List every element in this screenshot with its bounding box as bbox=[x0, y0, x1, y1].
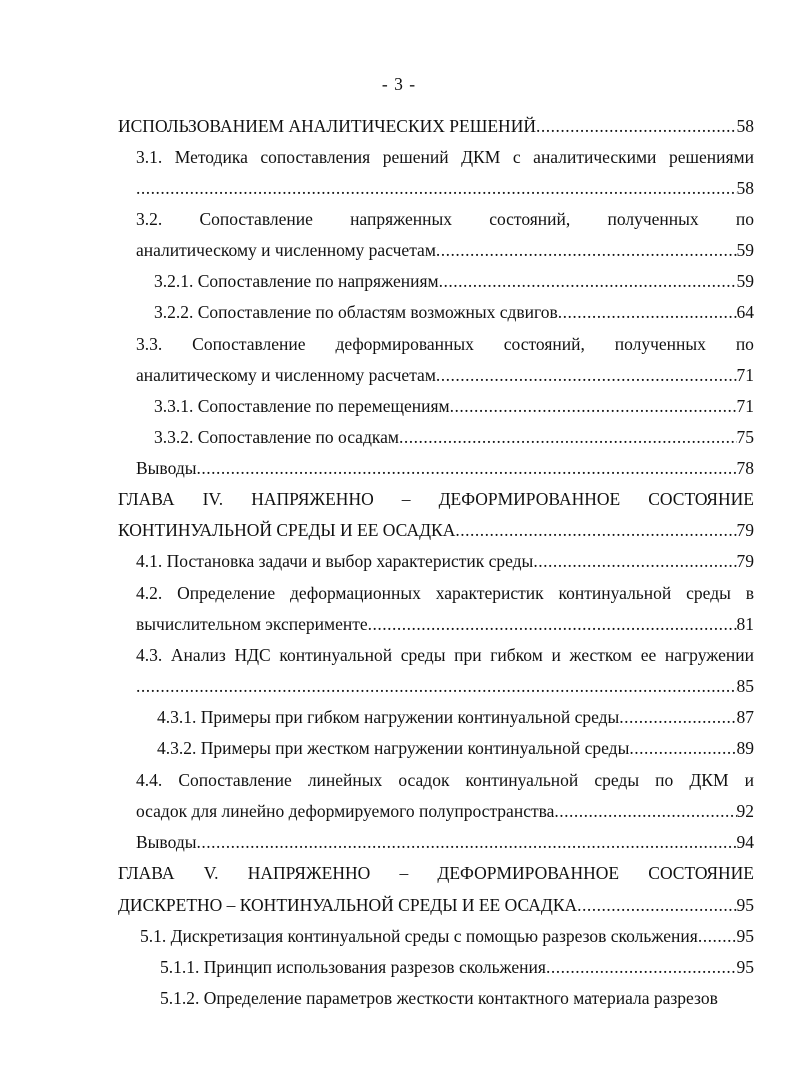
toc-entry-text: 5.1.2. Определение параметров жесткости контактного материала разрезов bbox=[160, 988, 718, 1008]
toc-entry-4-3 bbox=[136, 643, 754, 667]
word: СОСТОЯНИЕ bbox=[648, 489, 754, 509]
word: ГЛАВА bbox=[118, 489, 175, 509]
leader-dots bbox=[577, 893, 736, 917]
leader-dots bbox=[536, 114, 737, 138]
toc-entry-text: КОНТИНУАЛЬНОЙ СРЕДЫ И ЕЕ ОСАДКА bbox=[118, 520, 456, 540]
word: континуальной bbox=[558, 583, 672, 603]
word: IV. bbox=[202, 489, 224, 509]
toc-entry-text: 5.1.1. Принцип использования разрезов скольжения bbox=[160, 957, 546, 977]
word: Сопоставление bbox=[192, 334, 306, 354]
word: 3.2. bbox=[136, 209, 163, 229]
toc-entry-text: вычислительном эксперименте bbox=[136, 614, 368, 634]
toc-page-number: 71 bbox=[736, 365, 754, 385]
word: аналитическими bbox=[533, 147, 657, 167]
toc-page-number: 78 bbox=[736, 458, 754, 478]
word: ГЛАВА bbox=[118, 863, 175, 883]
toc-page-number: 89 bbox=[736, 738, 754, 758]
word: среды bbox=[594, 770, 640, 790]
toc-entry-3-3-cont bbox=[136, 363, 754, 387]
toc-page-number: 64 bbox=[736, 302, 754, 322]
toc-entry-text: 3.2.1. Сопоставление по напряжениям bbox=[154, 271, 439, 291]
toc-entry-text: 4.3.1. Примеры при гибком нагружении континуальной среды bbox=[157, 707, 620, 727]
leader-dots bbox=[450, 394, 737, 418]
toc-entry-3-1-leader bbox=[136, 176, 754, 200]
toc-page-number: 81 bbox=[736, 614, 754, 634]
toc-page-number: 79 bbox=[736, 520, 754, 540]
word: по bbox=[655, 770, 674, 790]
word: 4.2. bbox=[136, 583, 163, 603]
toc-entry-4-4 bbox=[136, 768, 754, 792]
leader-dots bbox=[196, 830, 736, 854]
toc-entry-text: осадок для линейно деформируемого полупространства bbox=[136, 801, 555, 821]
leader-dots bbox=[136, 176, 737, 200]
toc-entry-3-3-2 bbox=[154, 425, 754, 449]
toc-entry-text: 3.3.2. Сопоставление по осадкам bbox=[154, 427, 399, 447]
word: – bbox=[399, 863, 409, 883]
word: состояний, bbox=[489, 209, 571, 229]
toc-entry-3-2-2 bbox=[154, 300, 754, 324]
toc-page-number: 59 bbox=[736, 240, 754, 260]
toc-page-number: 95 bbox=[736, 895, 754, 915]
toc-entry-3-2-1 bbox=[154, 269, 754, 293]
toc-entry-4-2-cont bbox=[136, 612, 754, 636]
toc-entry-text: аналитическому и численному расчетам bbox=[136, 240, 436, 260]
word: ДЕФОРМИРОВАННОЕ bbox=[437, 863, 620, 883]
word: ДКМ bbox=[461, 147, 501, 167]
word: нагружении bbox=[664, 645, 754, 665]
toc-entry-4-2 bbox=[136, 581, 754, 605]
toc-entry-3-3-1 bbox=[154, 394, 754, 418]
word: Сопоставление bbox=[199, 209, 313, 229]
toc-entry-3-heading-cont bbox=[118, 114, 754, 138]
word: ДКМ bbox=[689, 770, 729, 790]
word: при bbox=[454, 645, 482, 665]
word: Анализ bbox=[170, 645, 226, 665]
word: ДЕФОРМИРОВАННОЕ bbox=[438, 489, 621, 509]
word: сопоставления bbox=[260, 147, 371, 167]
word: характеристик bbox=[435, 583, 544, 603]
leader-dots bbox=[455, 518, 736, 542]
toc-entry-5-1 bbox=[140, 924, 754, 948]
word: НДС bbox=[234, 645, 271, 665]
toc-page-number: 95 bbox=[736, 926, 754, 946]
toc-page-number: 85 bbox=[736, 676, 754, 696]
toc-page-number: 79 bbox=[736, 551, 754, 571]
leader-dots bbox=[399, 425, 737, 449]
word: гибком bbox=[490, 645, 543, 665]
toc-entry-4-3-leader bbox=[136, 674, 754, 698]
toc-entry-5-1-1 bbox=[160, 955, 754, 979]
toc-entry-4-3-2 bbox=[157, 736, 754, 760]
word: жестком bbox=[569, 645, 633, 665]
word: 3.3. bbox=[136, 334, 163, 354]
toc-page-number: 87 bbox=[736, 707, 754, 727]
word: среды bbox=[400, 645, 446, 665]
toc-entry-chapter-5-cont bbox=[118, 893, 754, 917]
toc-entry-text: Выводы bbox=[136, 458, 197, 478]
toc-entry-chapter-5 bbox=[118, 861, 754, 885]
leader-dots bbox=[533, 549, 736, 573]
toc-page-number: 71 bbox=[736, 396, 754, 416]
word: полученных bbox=[614, 334, 706, 354]
leader-dots bbox=[629, 736, 736, 760]
leader-dots bbox=[558, 300, 737, 324]
toc-entry-conclusions-4 bbox=[136, 830, 754, 854]
leader-dots bbox=[554, 799, 736, 823]
leader-dots bbox=[698, 924, 737, 948]
word: полученных bbox=[607, 209, 699, 229]
word: в bbox=[745, 583, 754, 603]
word: 4.3. bbox=[136, 645, 163, 665]
toc-entry-text: 5.1. Дискретизация континуальной среды с помощью разрезов скольжения bbox=[140, 926, 698, 946]
leader-dots bbox=[436, 363, 737, 387]
leader-dots bbox=[196, 456, 736, 480]
toc-page-number: 75 bbox=[736, 427, 754, 447]
toc-page-number: 58 bbox=[736, 116, 754, 136]
word: линейных bbox=[307, 770, 383, 790]
word: 4.4. bbox=[136, 770, 163, 790]
toc-entry-3-3 bbox=[136, 332, 754, 356]
word: континуальной bbox=[465, 770, 579, 790]
leader-dots bbox=[136, 674, 737, 698]
toc-entry-chapter-4 bbox=[118, 487, 754, 511]
toc-entry-4-3-1 bbox=[157, 705, 754, 729]
word: НАПРЯЖЕННО bbox=[247, 863, 371, 883]
word: НАПРЯЖЕННО bbox=[251, 489, 374, 509]
page-number: - 3 - bbox=[381, 74, 417, 94]
word: с bbox=[512, 147, 521, 167]
toc-entry-text: 3.2.2. Сопоставление по областям возможных сдвигов bbox=[154, 302, 558, 322]
toc-page-number: 92 bbox=[736, 801, 754, 821]
word: решениями bbox=[668, 147, 754, 167]
word: V. bbox=[203, 863, 219, 883]
toc-page-number: 58 bbox=[736, 178, 754, 198]
leader-dots bbox=[368, 612, 737, 636]
word: – bbox=[401, 489, 411, 509]
toc-entry-text: ИСПОЛЬЗОВАНИЕМ АНАЛИТИЧЕСКИХ РЕШЕНИЙ bbox=[118, 116, 536, 136]
leader-dots bbox=[439, 269, 737, 293]
word: деформированных bbox=[335, 334, 474, 354]
word: Сопоставление bbox=[178, 770, 292, 790]
word: ее bbox=[640, 645, 657, 665]
word: континуальной bbox=[279, 645, 393, 665]
toc-entry-text: 4.3.2. Примеры при жестком нагружении континуальной среды bbox=[157, 738, 630, 758]
word: и bbox=[551, 645, 561, 665]
toc-entry-chapter-4-cont bbox=[118, 518, 754, 542]
toc-entry-text: 3.3.1. Сопоставление по перемещениям bbox=[154, 396, 450, 416]
toc-entry-4-1 bbox=[136, 549, 754, 573]
word: 3.1. bbox=[136, 147, 163, 167]
word: решений bbox=[382, 147, 449, 167]
word: напряженных bbox=[350, 209, 452, 229]
toc-page-number: 94 bbox=[736, 832, 754, 852]
word: Методика bbox=[174, 147, 248, 167]
word: по bbox=[735, 334, 754, 354]
word: среды bbox=[686, 583, 731, 603]
word: состояний, bbox=[503, 334, 585, 354]
toc-entry-text: ДИСКРЕТНО – КОНТИНУАЛЬНОЙ СРЕДЫ И ЕЕ ОСАДКА bbox=[118, 895, 578, 915]
toc-entry-text: Выводы bbox=[136, 832, 197, 852]
toc-entry-3-2 bbox=[136, 207, 754, 231]
toc-entry-4-4-cont bbox=[136, 799, 754, 823]
word: Определение bbox=[177, 583, 276, 603]
toc-entry-3-2-cont bbox=[136, 238, 754, 262]
word: осадок bbox=[398, 770, 450, 790]
toc-entry-5-1-2 bbox=[160, 986, 754, 1010]
word: и bbox=[744, 770, 754, 790]
toc-entry-conclusions-3 bbox=[136, 456, 754, 480]
leader-dots bbox=[619, 705, 736, 729]
word: деформационных bbox=[289, 583, 421, 603]
toc-page-number: 59 bbox=[736, 271, 754, 291]
toc-entry-3-1 bbox=[136, 145, 754, 169]
word: СОСТОЯНИЕ bbox=[648, 863, 754, 883]
toc-entry-text: аналитическому и численному расчетам bbox=[136, 365, 436, 385]
leader-dots bbox=[546, 955, 737, 979]
toc-page-number: 95 bbox=[736, 957, 754, 977]
word: по bbox=[735, 209, 754, 229]
toc-entry-text: 4.1. Постановка задачи и выбор характеристик среды bbox=[136, 551, 534, 571]
leader-dots bbox=[436, 238, 737, 262]
